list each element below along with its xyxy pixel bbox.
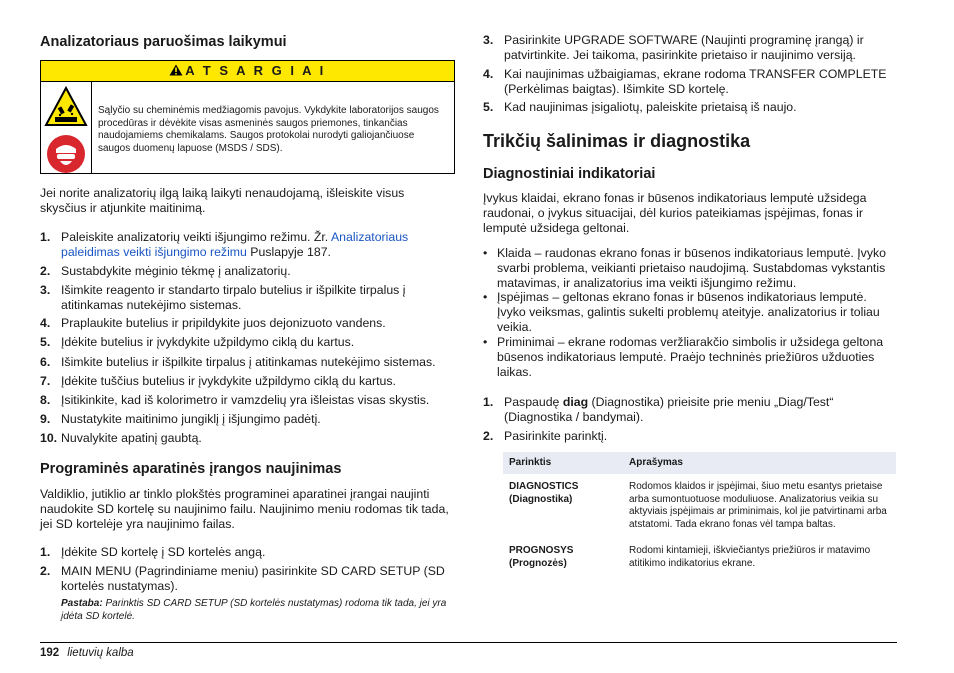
list-item: 1. Paspaudę diag (Diagnostika) prieisite prie meniu „Diag/Test“ (Diagnostika / bandymai). xyxy=(483,395,834,425)
footer-divider xyxy=(40,642,897,643)
note: Pastaba: Parinktis SD CARD SETUP (SD kortelės nustatymas) rodoma tik tada, jei yra įdėta SD kortelė. xyxy=(61,598,447,622)
subsection-heading-indicators: Diagnostiniai indikatoriai xyxy=(483,166,656,182)
list-item: 3. Pasirinkite UPGRADE SOFTWARE (Naujinti programinę įrangą) ir patvirtinkite. Jei taikoma, pasirinkite prietaiso ir naujinimo versiją. xyxy=(483,33,864,63)
section-heading-storage: Analizatoriaus paruošimas laikymui xyxy=(40,34,287,50)
list-item: 4. Kai naujinimas užbaigiamas, ekrane rodoma TRANSFER COMPLETE (Perkėlimas baigtas). Išimkite SD kortelę. xyxy=(483,67,887,97)
caution-icons xyxy=(41,81,92,173)
list-item: 2. Sustabdykite mėginio tėkmę į analizatorių. xyxy=(40,264,291,278)
paragraph-storage-intro: Jei norite analizatorių ilgą laiką laikyti nenaudojamą, išleiskite visus skysčius ir atjunkite maitinimą. xyxy=(40,186,405,216)
section-heading-firmware: Programinės aparatinės įrangos naujinimas xyxy=(40,461,342,477)
warning-triangle-icon xyxy=(169,64,183,76)
protective-gear-icon xyxy=(46,133,86,175)
caution-label: A T S A R G I A I xyxy=(185,63,326,78)
list-item: 2. MAIN MENU (Pagrindiniame meniu) pasirinkite SD CARD SETUP (SD kortelės nustatymas). xyxy=(40,564,445,594)
list-item: 5. Kad naujinimas įsigaliotų, paleiskite prietaisą iš naujo. xyxy=(483,100,797,114)
list-item: 10. Nuvalykite apatinį gaubtą. xyxy=(40,431,202,445)
list-item: • Klaida – raudonas ekrano fonas ir būsenos indikatoriaus lemputė. Įvyko svarbi problema, veikianti prietaiso naudojimą. Sustabdomas vykstantis matavimas, ir analizatorius ima veikti išjungimo režimu. xyxy=(483,246,886,291)
section-heading-troubleshooting: Trikčių šalinimas ir diagnostika xyxy=(483,131,751,151)
list-item: 5. Įdėkite butelius ir įvykdykite užpildymo ciklą du kartus. xyxy=(40,335,355,349)
page-number: 192 xyxy=(40,647,60,659)
footer-language: lietuvių kalba xyxy=(67,647,134,659)
option-name: DIAGNOSTICS (Diagnostika) xyxy=(509,481,579,505)
caution-box xyxy=(40,60,455,174)
column-header-option: Parinktis xyxy=(503,452,623,474)
diag-key: diag xyxy=(562,395,589,409)
list-item: • Įspėjimas – geltonas ekrano fonas ir būsenos indikatoriaus lemputė. Įvyko veiksmas, galintis sukelti problemų ateityje. analizatorius ir toliau veikia. xyxy=(483,290,880,335)
list-item: 6. Išimkite butelius ir išpilkite tirpalus į atitinkamas nutekėjimo sistemas. xyxy=(40,355,436,369)
option-name: PROGNOSYS (Prognozės) xyxy=(509,545,574,569)
page-footer xyxy=(40,647,134,659)
chemical-hazard-icon xyxy=(44,85,88,129)
list-item: • Priminimai – ekrane rodomas veržliarakčio simbolis ir užsidega geltona būsenos indikatoriaus lemputė. Praėjo techninės priežiūros užduoties laikas. xyxy=(483,335,884,380)
paragraph-indicators: Įvykus klaidai, ekrano fonas ir būsenos indikatoriaus lemputė užsidega raudonai, o įvykus situacijai, dėl kurios pateikiamas įspėjimas, fonas ir lemputė užsidega geltonai. xyxy=(483,191,867,236)
list-item: 3. Išimkite reagento ir standarto tirpalo butelius ir išpilkite tirpalus į atitinkamas nutekėjimo sistemas. xyxy=(40,283,406,313)
list-item: 4. Praplaukite butelius ir pripildykite juos dejonizuoto vandens. xyxy=(40,316,386,330)
list-item: 9. Nustatykite maitinimo jungiklį į išjungimo padėtį. xyxy=(40,412,321,426)
options-table xyxy=(503,452,896,574)
caution-text: Sąlyčio su cheminėmis medžiagomis pavojus. Vykdykite laboratorijos saugos procedūras ir dėvėkite visas asmeninės saugos priemones, tinkančias naudojamiems chemikalams. Saugos protokolai nurodyti galiojančiuose saugos duomenų lapuose (MSDS / SDS). xyxy=(98,105,439,154)
table-row xyxy=(503,474,896,535)
option-description: Rodomos klaidos ir įspėjimai, šiuo metu esantys prietaise arba sumontuotuose moduliuose. Analizatorius veikia su aktyviais įspėjimais ar priminimais, kol jie patvirtinami arba atstatomi. Tada ekrano fonas vėl tampa baltas. xyxy=(629,481,887,530)
startup-shutdown-link[interactable]: Analizatoriaus paleidimas veikti išjungimo režimu xyxy=(61,230,409,260)
caution-header xyxy=(41,61,454,82)
list-item: 1. Paleiskite analizatorių veikti išjungimo režimu. Žr. Analizatoriaus paleidimas veikti išjungimo režimu Puslapyje 187. xyxy=(40,230,409,260)
list-item: 2. Pasirinkite parinktį. xyxy=(483,429,608,443)
list-item: 1. Įdėkite SD kortelę į SD kortelės angą. xyxy=(40,545,266,559)
table-row xyxy=(503,535,896,574)
paragraph-firmware-intro: Valdiklio, jutiklio ar tinklo plokštės programinei aparatinei įrangai naujinti naudokite SD kortelę su naujinimo failu. Naujinimo meniu rodomas tik tada, jei SD kortelėje yra naujinimo failas. xyxy=(40,487,449,532)
list-item: 8. Įsitikinkite, kad iš kolorimetro ir vamzdelių yra išleistas visas skystis. xyxy=(40,393,430,407)
table-header-row xyxy=(503,452,896,474)
list-item: 7. Įdėkite tuščius butelius ir įvykdykite užpildymo ciklą du kartus. xyxy=(40,374,396,388)
column-header-description: Aprašymas xyxy=(623,452,896,474)
option-description: Rodomi kintamieji, iškviečiantys priežiūros ir matavimo atitikimo indikatorius ekrane. xyxy=(629,545,871,569)
